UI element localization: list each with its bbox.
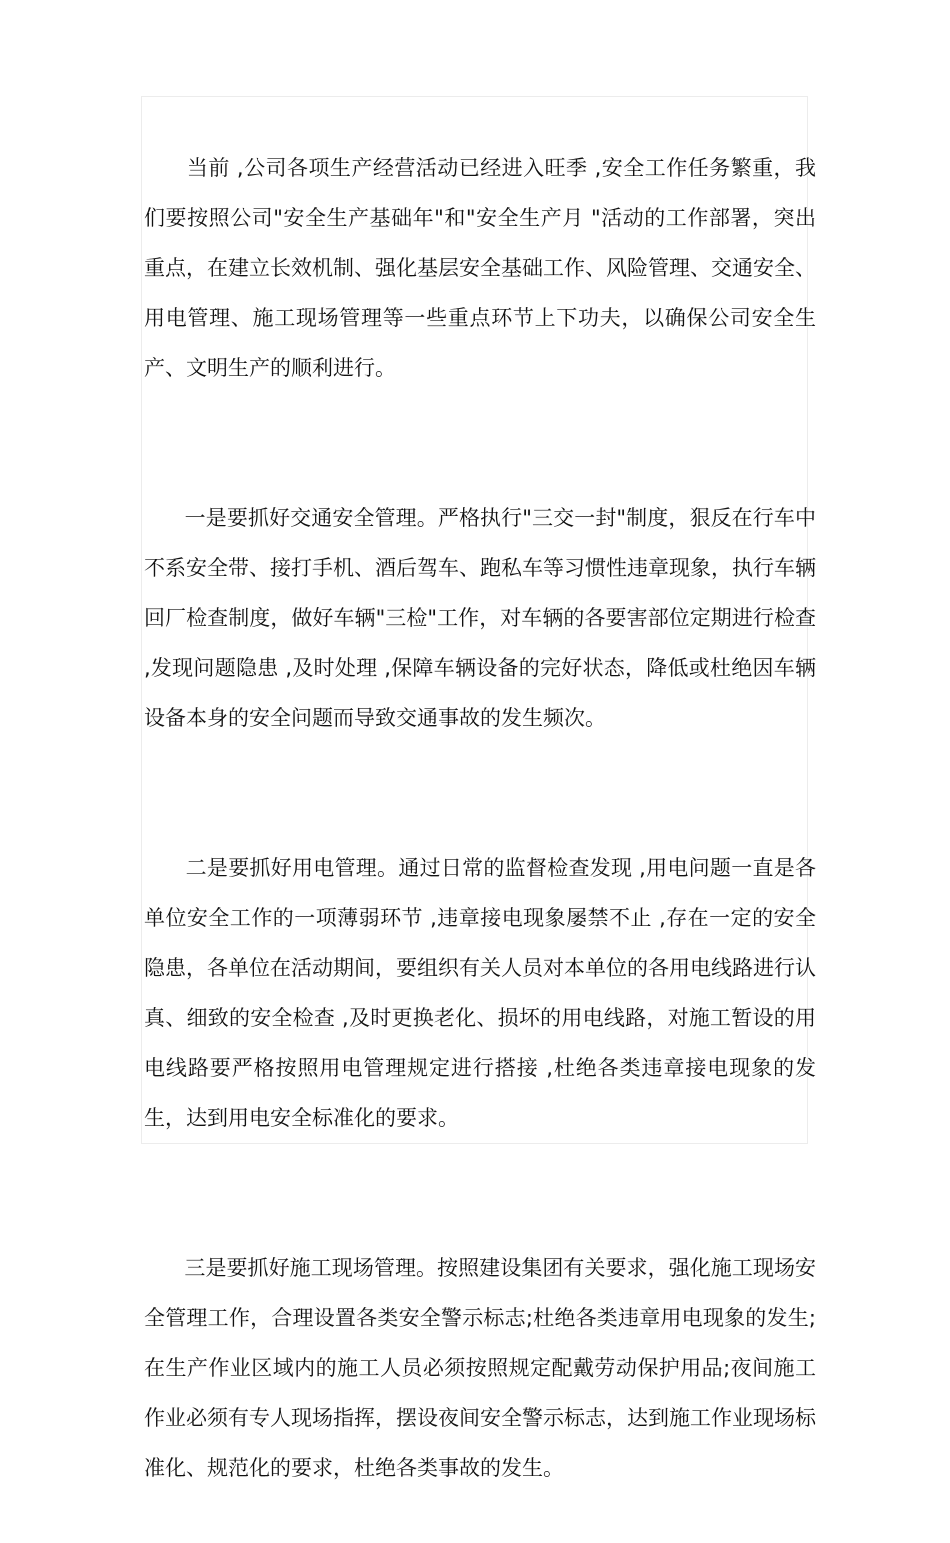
paragraph-line: 电线路进行认真、细致的安全检查 ,及时更换老化、损坏的用电线路， [144, 956, 816, 1030]
paragraph-electricity [144, 793, 816, 1193]
paragraph-line: 对施工暂设的用电线路要严格按照用电管理规定进行搭接 ,杜绝各类 [144, 1006, 816, 1080]
paragraph-line: 是各单位安全工作的一项薄弱环节 ,违章接电现象屡禁不止 ,存在一 [144, 856, 817, 930]
paragraph-line: 公司安全生产、文明生产的顺利进行。 [144, 306, 817, 380]
paragraph-line: 一是要抓好交通安全管理。严格执行"三交一封"制度，狠反在行 [184, 506, 774, 530]
paragraph-line: 通安全、用电管理、施工现场管理等一些重点环节上下功夫，以确保 [144, 256, 816, 330]
paragraph-line: 二是要抓好用电管理。通过日常的监督检查发现 ,用电问题一直 [185, 856, 774, 880]
paragraph-line: 象的发生;在生产作业区域内的施工人员必须按照规定配戴劳动保护 [144, 1306, 816, 1380]
paragraph-line: 车中不系安全带、接打手机、酒后驾车、跑私车等习惯性违章现象， [144, 506, 816, 580]
paragraph-construction-site [144, 1193, 816, 1543]
paragraph-line: 用品;夜间施工作业必须有专人现场指挥，摆设夜间安全警示标志， [144, 1356, 817, 1430]
paragraph-line: 达到施工作业现场标准化、规范化的要求，杜绝各类事故的发生。 [144, 1406, 816, 1480]
paragraph-line: 定期进行检查 ,发现问题隐患 ,及时处理 ,保障车辆设备的完好状态， [144, 606, 823, 680]
paragraph-line: 执行车辆回厂检查制度，做好车辆"三检"工作，对车辆的各要害部位 [144, 556, 816, 630]
paragraph-line: 三是要抓好施工现场管理。按照建设集团有关要求，强化施工现 [184, 1256, 774, 1280]
paragraph-line: 降低或杜绝因车辆设备本身的安全问题而导致交通事故的发生频次。 [144, 656, 817, 730]
paragraph-line: 突出重点，在建立长效机制、强化基层安全基础工作、风险管理、交 [144, 206, 817, 280]
paragraph-line: 定的安全隐患，各单位在活动期间，要组织有关人员对本单位的各用 [144, 906, 816, 980]
document-body [144, 93, 823, 1543]
paragraph-line: 违章接电现象的发生，达到用电安全标准化的要求。 [144, 1056, 816, 1130]
paragraph-line: 当前 ,公司各项生产经营活动已经进入旺季 ,安全工作任务繁重， [186, 156, 795, 180]
paragraph-intro [144, 93, 816, 443]
paragraph-traffic-safety [144, 443, 823, 793]
paragraph-line: 场安全管理工作，合理设置各类安全警示标志;杜绝各类违章用电现 [144, 1256, 817, 1330]
paragraph-line: 我们要按照公司"安全生产基础年"和"安全生产月 "活动的工作部署， [144, 156, 816, 230]
